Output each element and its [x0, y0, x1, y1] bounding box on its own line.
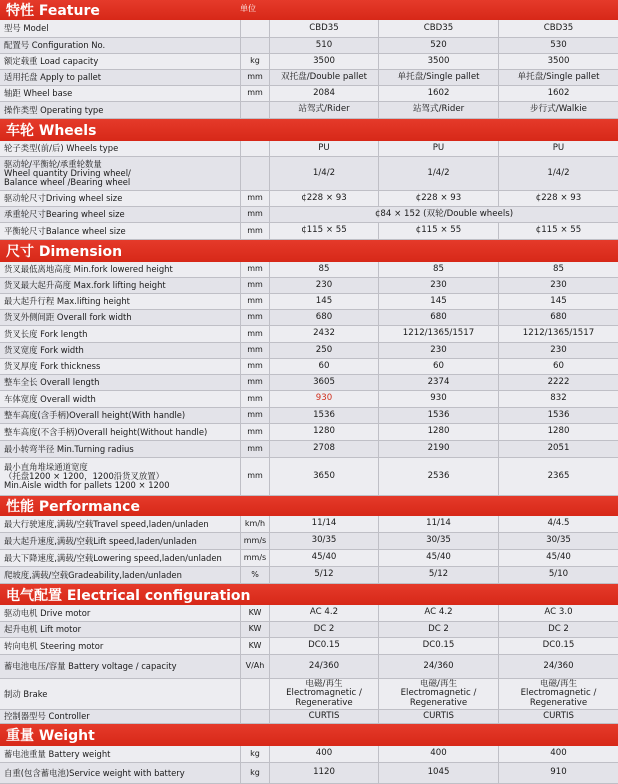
spec-value-model-2: 电磁/再生 Electromagnetic / Regenerative — [378, 679, 498, 709]
spec-row — [0, 262, 618, 278]
spec-label: 货叉长度 Fork length — [4, 328, 88, 339]
spec-value-model-1: ¢115 × 55 — [301, 225, 347, 236]
spec-value-model-3: 电磁/再生 Electromagnetic / Regenerative — [498, 679, 618, 709]
spec-unit: mm — [240, 70, 270, 85]
spec-value-model-2: 1/4/2 — [378, 157, 498, 190]
spec-label: 蓄电池电压/容量 Battery voltage / capacity — [4, 661, 177, 672]
spec-unit: kg — [240, 746, 270, 762]
spec-unit — [240, 102, 270, 118]
spec-unit: mm — [240, 375, 270, 390]
spec-row — [0, 54, 618, 70]
spec-value-model-1: 400 — [315, 748, 333, 759]
spec-value-model-3: 1212/1365/1517 — [498, 326, 618, 342]
spec-value-model-1: 5/12 — [314, 569, 334, 580]
spec-value-model-2: 930 — [378, 391, 498, 407]
spec-value-model-3: 1602 — [498, 86, 618, 101]
spec-value-model-3: 3500 — [498, 54, 618, 69]
spec-label: 驱动轮尺寸Driving wheel size — [4, 193, 123, 204]
spec-label: 适用托盘 Apply to pallet — [4, 72, 102, 83]
spec-label: 轮子类型(前/后) Wheels type — [4, 143, 119, 154]
spec-value-model-1: 1/4/2 — [312, 167, 336, 178]
spec-value-model-3: 45/40 — [498, 550, 618, 566]
spec-row — [0, 710, 618, 724]
spec-label: 驱动电机 Drive motor — [4, 607, 91, 618]
spec-value-model-3: AC 3.0 — [498, 605, 618, 621]
spec-label: 最大起升速度,满载/空载Lift speed,laden/unladen — [4, 535, 197, 546]
section-title: 电气配置 Electrical configuration — [6, 587, 251, 604]
section-title: 特性 Feature — [6, 3, 100, 19]
spec-value-model-2: 2190 — [378, 441, 498, 457]
section-header — [0, 119, 618, 141]
spec-value-model-3: DC0.15 — [498, 638, 618, 654]
spec-value-model-1: 510 — [315, 39, 333, 50]
spec-value-model-2: CBD35 — [378, 20, 498, 37]
spec-value-model-2: AC 4.2 — [378, 605, 498, 621]
spec-value-model-2: 400 — [378, 746, 498, 762]
section-title: 车轮 Wheels — [6, 123, 97, 139]
spec-row — [0, 38, 618, 54]
spec-row — [0, 679, 618, 710]
spec-value-model-3: 24/360 — [498, 655, 618, 678]
spec-unit: % — [240, 567, 270, 583]
spec-row — [0, 141, 618, 157]
spec-value-model-3: 85 — [498, 262, 618, 277]
section-title: 性能 Performance — [6, 499, 140, 515]
spec-unit: mm — [240, 408, 270, 423]
spec-label: 蓄电池重量 Battery weight — [4, 748, 111, 759]
spec-label: 起升电机 Lift motor — [4, 624, 82, 635]
spec-label: 驱动轮/平衡轮/承重轮数量 Wheel quantity Driving wheel/ Balance wheel /Bearing wheel — [4, 159, 131, 187]
spec-value-model-1: AC 4.2 — [309, 607, 339, 618]
spec-value-model-1: 2708 — [313, 443, 335, 454]
spec-value-model-3: ¢228 × 93 — [498, 191, 618, 206]
spec-value-model-3: ¢115 × 55 — [498, 223, 618, 239]
spec-value-model-2: 1536 — [378, 408, 498, 423]
spec-row — [0, 391, 618, 408]
spec-unit: mm — [240, 207, 270, 222]
spec-value-model-1: 3500 — [313, 55, 335, 66]
spec-unit: KW — [240, 605, 270, 621]
spec-row — [0, 533, 618, 550]
spec-label: 制动 Brake — [4, 688, 48, 699]
spec-value-model-2: DC0.15 — [378, 638, 498, 654]
spec-unit: km/h — [240, 516, 270, 532]
spec-value-model-1: DC 2 — [313, 623, 335, 634]
spec-value-model-2: 1212/1365/1517 — [378, 326, 498, 342]
spec-unit: kg — [240, 54, 270, 69]
spec-value-model-2: 1602 — [378, 86, 498, 101]
spec-row — [0, 278, 618, 294]
spec-value-model-3: 230 — [498, 343, 618, 358]
spec-label: 整车全长 Overall length — [4, 377, 100, 388]
spec-row — [0, 207, 618, 223]
spec-unit: mm — [240, 223, 270, 239]
spec-value-model-1: 站驾式/Rider — [298, 104, 350, 115]
spec-row — [0, 763, 618, 784]
spec-unit: mm — [240, 262, 270, 277]
spec-value-model-1: 1536 — [313, 409, 335, 420]
spec-value-model-2: PU — [378, 141, 498, 156]
spec-value-model-1: 24/360 — [308, 660, 340, 671]
spec-value-model-3: PU — [498, 141, 618, 156]
spec-value-model-3: 230 — [498, 278, 618, 293]
spec-unit: mm/s — [240, 533, 270, 549]
section-title: 尺寸 Dimension — [6, 244, 123, 260]
spec-value-model-1: 60 — [318, 360, 330, 371]
spec-value-model-3: 530 — [498, 38, 618, 53]
spec-value-model-2: 1280 — [378, 424, 498, 440]
spec-row — [0, 746, 618, 763]
spec-value-model-2: 30/35 — [378, 533, 498, 549]
spec-value-model-1: 双托盘/Double pallet — [280, 71, 367, 82]
spec-row — [0, 86, 618, 102]
spec-unit: KW — [240, 622, 270, 637]
spec-unit: KW — [240, 638, 270, 654]
spec-value-model-3: 1280 — [498, 424, 618, 440]
spec-row — [0, 191, 618, 207]
spec-value-model-2: CURTIS — [378, 710, 498, 723]
spec-value-model-3: DC 2 — [498, 622, 618, 637]
spec-unit: mm — [240, 310, 270, 325]
spec-unit — [240, 141, 270, 156]
spec-value-model-1: 30/35 — [311, 535, 337, 546]
spec-row — [0, 102, 618, 119]
spec-unit: V/Ah — [240, 655, 270, 678]
spec-value-model-3: 单托盘/Single pallet — [498, 70, 618, 85]
spec-value-model-3: 2222 — [498, 375, 618, 390]
spec-row — [0, 516, 618, 533]
spec-unit: mm — [240, 326, 270, 342]
spec-row — [0, 326, 618, 343]
spec-value-model-1: 145 — [315, 295, 333, 306]
spec-value-model-2: 85 — [378, 262, 498, 277]
spec-row — [0, 655, 618, 679]
section-header — [0, 584, 618, 605]
spec-value-model-3: 145 — [498, 294, 618, 309]
spec-value-model-1: 230 — [315, 279, 333, 290]
spec-unit — [240, 710, 270, 723]
spec-value-model-1: 2432 — [313, 328, 335, 339]
spec-value-model-3: 2051 — [498, 441, 618, 457]
spec-value-model-2: 3500 — [378, 54, 498, 69]
spec-label: 整车高度(含手柄)Overall height(With handle) — [4, 410, 186, 421]
spec-row — [0, 310, 618, 326]
section-title: 重量 Weight — [6, 728, 95, 744]
spec-value-model-2: 5/12 — [378, 567, 498, 583]
spec-value-model-1: 电磁/再生 Electromagnetic / Regenerative — [286, 679, 362, 708]
unit-column-header: 单位 — [240, 4, 256, 13]
spec-value-model-1: 85 — [318, 263, 330, 274]
spec-unit — [240, 679, 270, 709]
spec-label: 操作类型 Operating type — [4, 104, 104, 115]
spec-value-model-1: 3650 — [313, 470, 335, 481]
spec-value-model-2: 24/360 — [378, 655, 498, 678]
spec-value-model-3: 60 — [498, 359, 618, 374]
spec-value-model-2: 11/14 — [378, 516, 498, 532]
spec-value-shared: ¢84 × 152 (双轮/Double wheels) — [374, 208, 514, 219]
spec-label: 控制器型号 Controller — [4, 711, 90, 722]
spec-label: 配置号 Configuration No. — [4, 40, 106, 51]
spec-row — [0, 567, 618, 584]
spec-row — [0, 408, 618, 424]
spec-label: 轴距 Wheel base — [4, 88, 73, 99]
spec-value-model-2: ¢228 × 93 — [378, 191, 498, 206]
spec-unit: mm — [240, 424, 270, 440]
spec-unit: mm/s — [240, 550, 270, 566]
spec-value-model-2: 2536 — [378, 458, 498, 495]
spec-label: 承重轮尺寸Bearing wheel size — [4, 209, 125, 220]
spec-label: 平衡轮尺寸Balance wheel size — [4, 225, 126, 236]
spec-row — [0, 294, 618, 310]
spec-label: 自重(包含蓄电池)Service weight with battery — [4, 767, 185, 778]
spec-unit: mm — [240, 359, 270, 374]
spec-value-model-1: 930 — [315, 393, 333, 404]
spec-value-model-2: DC 2 — [378, 622, 498, 637]
spec-label: 货叉厚度 Fork thickness — [4, 361, 101, 372]
spec-value-model-2: 145 — [378, 294, 498, 309]
spec-value-model-3: 1536 — [498, 408, 618, 423]
section-header — [0, 240, 618, 262]
spec-row — [0, 605, 618, 622]
spec-row — [0, 638, 618, 655]
spec-value-model-2: 230 — [378, 278, 498, 293]
spec-label: 货叉宽度 Fork width — [4, 345, 84, 356]
spec-value-model-3: 680 — [498, 310, 618, 325]
spec-row — [0, 223, 618, 240]
spec-row — [0, 157, 618, 191]
spec-value-model-1: ¢228 × 93 — [301, 192, 347, 203]
spec-unit: mm — [240, 441, 270, 457]
spec-unit: kg — [240, 763, 270, 783]
spec-label: 额定载重 Load capacity — [4, 56, 99, 67]
spec-row — [0, 359, 618, 375]
spec-value-model-1: PU — [318, 142, 330, 153]
spec-label: 最小直角堆垛通道宽度 （托盘1200 × 1200，1200沿货叉放置） Min.Aisle width for pallets 1200 × 1200 — [4, 462, 170, 490]
spec-label: 型号 Model — [4, 23, 49, 34]
spec-label: 货叉最低离地高度 Min.fork lowered height — [4, 264, 173, 275]
spec-value-model-1: 3605 — [313, 376, 335, 387]
spec-value-model-3: 步行式/Walkie — [498, 102, 618, 118]
spec-label: 爬坡度,满载/空载Gradeability,laden/unladen — [4, 569, 182, 580]
spec-value-model-1: 680 — [315, 311, 333, 322]
spec-label: 最小转弯半径 Min.Turning radius — [4, 443, 134, 454]
spec-value-model-3: CBD35 — [498, 20, 618, 37]
spec-row — [0, 343, 618, 359]
spec-value-model-2: 45/40 — [378, 550, 498, 566]
spec-value-model-1: CBD35 — [309, 22, 339, 33]
spec-row — [0, 622, 618, 638]
spec-value-model-3: 832 — [498, 391, 618, 407]
spec-label: 转向电机 Steering motor — [4, 640, 104, 651]
spec-unit: mm — [240, 458, 270, 495]
spec-value-model-2: 单托盘/Single pallet — [378, 70, 498, 85]
spec-value-model-2: ¢115 × 55 — [378, 223, 498, 239]
spec-value-model-1: CURTIS — [308, 710, 340, 721]
spec-row — [0, 20, 618, 38]
spec-value-model-1: 11/14 — [311, 518, 337, 529]
spec-row — [0, 375, 618, 391]
spec-value-model-3: 30/35 — [498, 533, 618, 549]
spec-value-model-2: 站驾式/Rider — [378, 102, 498, 118]
spec-value-model-3: 5/10 — [498, 567, 618, 583]
spec-label: 最大行驶速度,满载/空载Travel speed,laden/unladen — [4, 518, 209, 529]
spec-row — [0, 550, 618, 567]
spec-unit: mm — [240, 86, 270, 101]
spec-unit — [240, 38, 270, 53]
spec-unit — [240, 20, 270, 37]
spec-unit: mm — [240, 191, 270, 206]
spec-value-model-1: DC0.15 — [308, 640, 340, 651]
spec-label: 货叉外侧间距 Overall fork width — [4, 312, 132, 323]
spec-value-model-3: 1/4/2 — [498, 157, 618, 190]
spec-unit: mm — [240, 343, 270, 358]
spec-row — [0, 70, 618, 86]
spec-value-model-3: 4/4.5 — [498, 516, 618, 532]
spec-value-model-2: 230 — [378, 343, 498, 358]
spec-label: 货叉最大起升高度 Max.fork lifting height — [4, 280, 166, 291]
spec-row — [0, 441, 618, 458]
spec-value-model-2: 2374 — [378, 375, 498, 390]
spec-label: 最大下降速度,满载/空载Lowering speed,laden/unladen — [4, 552, 222, 563]
spec-row — [0, 424, 618, 441]
spec-value-model-3: 2365 — [498, 458, 618, 495]
section-header — [0, 724, 618, 746]
spec-value-model-1: 1120 — [313, 767, 335, 778]
spec-value-model-2: 60 — [378, 359, 498, 374]
spec-value-model-3: 400 — [498, 746, 618, 762]
spec-label: 车体宽度 Overall width — [4, 393, 96, 404]
spec-unit: mm — [240, 278, 270, 293]
spec-unit: mm — [240, 294, 270, 309]
spec-unit — [240, 157, 270, 190]
spec-value-model-2: 520 — [378, 38, 498, 53]
spec-value-model-2: 680 — [378, 310, 498, 325]
spec-value-model-3: CURTIS — [498, 710, 618, 723]
spec-label: 整车高度(不含手柄)Overall height(Without handle) — [4, 426, 208, 437]
section-header — [0, 496, 618, 516]
spec-value-model-3: 910 — [498, 763, 618, 783]
spec-unit: mm — [240, 391, 270, 407]
spec-row — [0, 458, 618, 496]
spec-value-model-1: 1280 — [313, 426, 335, 437]
spec-value-model-1: 250 — [315, 344, 333, 355]
section-header — [0, 0, 618, 20]
spec-value-model-1: 2084 — [313, 87, 335, 98]
spec-value-model-2: 1045 — [378, 763, 498, 783]
spec-value-model-1: 45/40 — [311, 552, 337, 563]
spec-label: 最大起升行程 Max.lifting height — [4, 296, 130, 307]
